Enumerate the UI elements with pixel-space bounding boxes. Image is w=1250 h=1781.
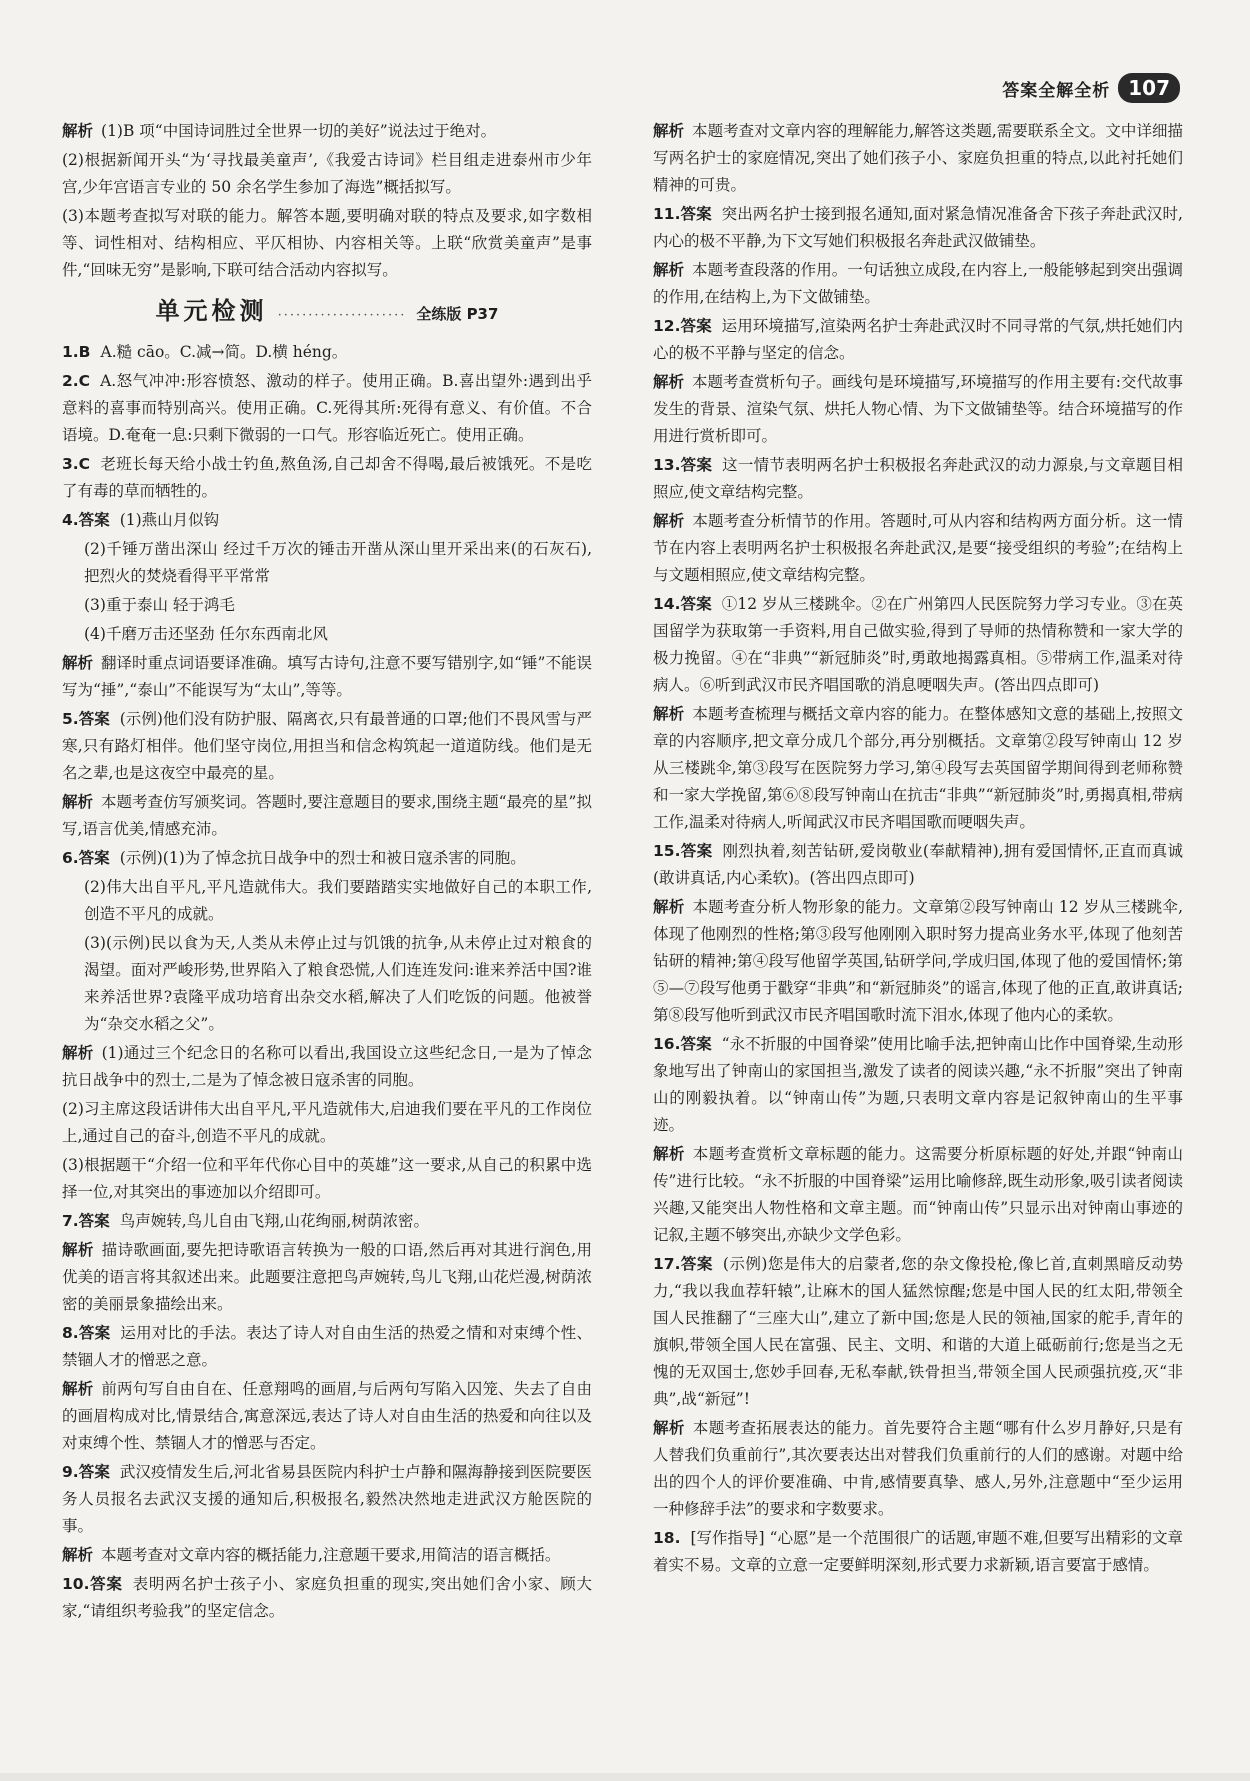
item-answer-text: (1)燕山月似钩 [119, 511, 220, 529]
item-number: 17.答案 [653, 1255, 713, 1273]
item-number: 9.答案 [62, 1463, 110, 1481]
answer-item [62, 1320, 592, 1374]
item-answer-text: (示例)他们没有防护服、隔离衣,只有最普通的口罩;他们不畏风雪与严寒,只有路灯相伴。他们坚守岗位,用担当和信念构筑起一道道防线。他们是无名之辈,也是这夜空中最亮的星。 [62, 710, 592, 782]
analysis-text: 描诗歌画面,要先把诗歌语言转换为一般的口语,然后再对其进行润色,用优美的语言将其叙述出来。此题要注意把鸟声婉转,鸟儿飞翔,山花烂漫,树荫浓密的美丽景象描绘出来。 [62, 1241, 592, 1313]
answer-item [62, 368, 592, 449]
item-number: 1.B [62, 343, 91, 361]
analysis-label: 解析 [62, 1044, 94, 1062]
intro-text: (2)根据新闻开头“为‘寻找最美童声’,《我爱古诗词》栏目组走进泰州市少年宫,少年宫语言专业的 50 余名学生参加了海选”概括拟写。 [62, 151, 592, 196]
answer-item [653, 1251, 1183, 1413]
item-answer-text: 老班长每天给小战士钓鱼,熬鱼汤,自己却舍不得喝,最后被饿死。不是吃了有毒的草而牺牲的。 [62, 455, 592, 500]
item-analysis [62, 1542, 592, 1569]
item-number: 14.答案 [653, 595, 712, 613]
item-analysis [653, 894, 1183, 1029]
answer-item [653, 838, 1183, 892]
item-analysis [653, 701, 1183, 836]
analysis-label: 解析 [653, 1145, 685, 1163]
analysis-label: 解析 [653, 261, 685, 279]
item-number: 11.答案 [653, 205, 712, 223]
answer-item [62, 451, 592, 505]
header-title: 答案全解全析 [1002, 80, 1111, 101]
page-header [1002, 74, 1180, 102]
item-answer-text: 鸟声婉转,鸟儿自由飞翔,山花绚丽,树荫浓密。 [119, 1212, 429, 1230]
analysis-label: 解析 [62, 654, 94, 672]
analysis-label: 解析 [653, 512, 685, 530]
analysis-text: 本题考查仿写颁奖词。答题时,要注意题目的要求,围绕主题“最亮的星”拟写,语言优美,情感充沛。 [62, 793, 592, 838]
item-analysis [62, 1237, 592, 1318]
answer-item [653, 201, 1183, 255]
analysis-label: 解析 [653, 122, 685, 140]
item-answer-text: 表明两名护士孩子小、家庭负担重的现实,突出她们舍小家、顾大家,“请组织考验我”的坚定信念。 [62, 1575, 592, 1620]
analysis-text: 本题考查对文章内容的概括能力,注意题干要求,用简洁的语言概括。 [101, 1546, 561, 1564]
analysis-text: 翻译时重点词语要译准确。填写古诗句,注意不要写错别字,如“锤”不能误写为“捶”,“泰山”不能误写为“太山”,等等。 [62, 654, 592, 699]
item-answer-text: 运用环境描写,渲染两名护士奔赴武汉时不同寻常的气氛,烘托她们内心的极不平静与坚定的信念。 [653, 317, 1183, 362]
right-column [653, 118, 1183, 1581]
analysis-text: 本题考查分析人物形象的能力。文章第②段写钟南山 12 岁从三楼跳伞,体现了他刚烈的性格;第③段写他刚刚入职时努力提高业务水平,体现了他刻苦钻研的精神;第④段写他留学英国,钻研学问,学成归国,体现了他的爱国情怀;第⑤—⑦段写他勇于戳穿“非典”和“新冠肺炎”的谣言,体现了他的正直,敢讲真话;第⑧段写他听到武汉市民齐唱国歌时流下泪水,体现了他内心的柔软。 [653, 898, 1183, 1024]
analysis-text: 本题考查赏析文章标题的能力。这需要分析原标题的好处,并跟“钟南山传”进行比较。“永不折服的中国脊梁”运用比喻修辞,既生动形象,吸引读者阅读兴趣,又能突出人物性格和文章主题。而“钟南山传”只显示出对钟南山事迹的记叙,主题不够突出,亦缺少文学色彩。 [653, 1145, 1183, 1244]
intro-paragraph [62, 147, 592, 201]
analysis-label: 解析 [653, 373, 685, 391]
analysis-label: 解析 [653, 1419, 685, 1437]
item-answer-text: ①12 岁从三楼跳伞。②在广州第四人民医院努力学习专业。③在英国留学为获取第一手资料,用自己做实验,得到了导师的热情称赞和一家大学的极力挽留。④在“非典”“新冠肺炎”时,勇敢地揭露真相。⑤带病工作,温柔对待病人。⑥听到武汉市民齐唱国歌的消息哽咽失声。(答出四点即可) [653, 595, 1183, 694]
section-reference: 全练版 P37 [416, 305, 499, 323]
page-number: 107 [1118, 73, 1180, 103]
item-sub-answer: (4)千磨万击还坚劲 任尔东西南北风 [84, 625, 328, 643]
item-number: 8.答案 [62, 1324, 111, 1342]
item-answer-text: “永不折服的中国脊梁”使用比喻手法,把钟南山比作中国脊梁,生动形象地写出了钟南山的家国担当,激发了读者的阅读兴趣,“永不折服”突出了钟南山的刚毅执着。以“钟南山传”为题,只表明文章内容是记叙钟南山的生平事迹。 [653, 1035, 1183, 1134]
item-number: 16.答案 [653, 1035, 712, 1053]
answer-item [653, 1031, 1183, 1139]
item-number: 12.答案 [653, 317, 712, 335]
analysis-label: 解析 [62, 793, 94, 811]
answer-item [653, 1525, 1183, 1579]
analysis-text: 本题考查拓展表达的能力。首先要符合主题“哪有什么岁月静好,只是有人替我们负重前行”,其次要表达出对替我们负重前行的人们的感谢。对题中给出的四个人的评价要准确、中肯,感情要真挚、感人,另外,注意题中“至少运用一种修辞手法”的要求和字数要求。 [653, 1419, 1183, 1518]
answer-item [653, 313, 1183, 367]
intro-text: (3)本题考查拟写对联的能力。解答本题,要明确对联的特点及要求,如字数相等、词性相对、结构相应、平仄相协、内容相关等。上联“欣赏美童声”是事件,“回味无穷”是影响,下联可结合活动内容拟写。 [62, 207, 592, 279]
item-number: 18. [653, 1529, 681, 1547]
item-number: 6.答案 [62, 849, 110, 867]
answer-item [653, 452, 1183, 506]
section-heading [62, 298, 592, 329]
intro-paragraph [62, 118, 592, 145]
analysis-label: 解析 [62, 1241, 94, 1259]
item-answer-text: [写作指导] “心愿”是一个范围很广的话题,审题不难,但要写出精彩的文章着实不易。文章的立意一定要鲜明深刻,形式要力求新颖,语言要富于感情。 [653, 1529, 1183, 1574]
intro-text: (1)B 项“中国诗词胜过全世界一切的美好”说法过于绝对。 [101, 122, 497, 140]
answer-item [62, 1208, 592, 1235]
item-answer-text: A.怒气冲冲:形容愤怒、激动的样子。使用正确。B.喜出望外:遇到出乎意料的喜事而特别高兴。使用正确。C.死得其所:死得有意义、有价值。不合语境。D.奄奄一息:只剩下微弱的一口气。形容临近死亡。使用正确。 [62, 372, 592, 444]
intro-paragraph [653, 118, 1183, 199]
item-number: 7.答案 [62, 1212, 110, 1230]
item-number: 3.C [62, 455, 91, 473]
item-sub-answer: (3)重于泰山 轻于鸿毛 [84, 596, 235, 614]
item-sub-answer: (2)千锤万凿出深山 经过千万次的锤击开凿从深山里开采出来(的石灰石),把烈火的焚烧看得平平常常 [84, 540, 592, 585]
item-sub-answer: (3)(示例)民以食为天,人类从未停止过与饥饿的抗争,从未停止过对粮食的渴望。面对严峻形势,世界陷入了粮食恐慌,人们连连发问:谁来养活中国?谁来养活世界?袁隆平成功培育出杂交水稻,解决了人们吃饭的问题。他被誉为“杂交水稻之父”。 [84, 934, 592, 1033]
answer-item [62, 845, 592, 872]
item-answer-text: 运用对比的手法。表达了诗人对自由生活的热爱之情和对束缚个性、禁锢人才的憎恶之意。 [62, 1324, 592, 1369]
item-number: 5.答案 [62, 710, 110, 728]
item-number: 2.C [62, 372, 91, 390]
item-answer-text: (示例)您是伟大的启蒙者,您的杂文像投枪,像匕首,直刺黑暗反动势力,“我以我血荐轩辕”,让麻木的国人猛然惊醒;您是中国人民的红太阳,带领全国人民推翻了“三座大山”,建立了新中国;您是人民的领袖,国家的舵手,青年的旗帜,带领全国人民在富强、民主、文明、和谐的大道上砥砺前行;您是当之无愧的无双国士,您妙手回春,无私奉献,铁骨担当,带领全国人民顽强抗疫,灭“非典”,战“新冠”! [653, 1255, 1183, 1408]
answer-item [62, 1459, 592, 1540]
analysis-sub: (2)习主席这段话讲伟大出自平凡,平凡造就伟大,启迪我们要在平凡的工作岗位上,通过自己的奋斗,创造不平凡的成就。 [62, 1100, 592, 1145]
analysis-label: 解析 [653, 898, 685, 916]
item-analysis [62, 1376, 592, 1457]
analysis-text: 前两句写自由自在、任意翔鸣的画眉,与后两句写陷入囚笼、失去了自由的画眉构成对比,情景结合,寓意深远,表达了诗人对自由生活的热爱和向往以及对束缚个性、禁锢人才的憎恶与否定。 [62, 1380, 592, 1452]
item-number: 10.答案 [62, 1575, 123, 1593]
item-answer-text: A.糙 cāo。C.减→简。D.横 héng。 [100, 343, 348, 361]
answer-item [653, 591, 1183, 699]
item-answer-text: 刚烈执着,刻苦钻研,爱岗敬业(奉献精神),拥有爱国情怀,正直而真诚(敢讲真话,内心柔软)。(答出四点即可) [653, 842, 1183, 887]
item-sub-answer: (2)伟大出自平凡,平凡造就伟大。我们要踏踏实实地做好自己的本职工作,创造不平凡的成就。 [84, 878, 592, 923]
answer-item [62, 1571, 592, 1625]
bottom-strip [0, 1773, 1250, 1781]
item-number: 13.答案 [653, 456, 713, 474]
analysis-label: 解析 [653, 705, 685, 723]
answer-item [62, 507, 592, 534]
analysis-sub: (3)根据题干“介绍一位和平年代你心目中的英雄”这一要求,从自己的积累中选择一位,对其突出的事迹加以介绍即可。 [62, 1156, 592, 1201]
analysis-label: 解析 [62, 1380, 94, 1398]
item-analysis [653, 1141, 1183, 1249]
analysis-text: (1)通过三个纪念日的名称可以看出,我国设立这些纪念日,一是为了悼念抗日战争中的烈士,二是为了悼念被日寇杀害的同胞。 [62, 1044, 592, 1089]
item-analysis [62, 1040, 592, 1094]
analysis-text: 本题考查赏析句子。画线句是环境描写,环境描写的作用主要有:交代故事发生的背景、渲染气氛、烘托人物心情、为下文做铺垫等。结合环境描写的作用进行赏析即可。 [653, 373, 1183, 445]
item-analysis [653, 257, 1183, 311]
section-title: 单元检测 [155, 297, 268, 325]
item-answer-text: 武汉疫情发生后,河北省易县医院内科护士卢静和隰海静接到医院要医务人员报名去武汉支援的通知后,积极报名,毅然决然地走进武汉方舱医院的事。 [62, 1463, 592, 1535]
intro-paragraph [62, 203, 592, 284]
item-analysis [653, 1415, 1183, 1523]
analysis-label: 解析 [62, 122, 94, 140]
analysis-text: 本题考查梳理与概括文章内容的能力。在整体感知文意的基础上,按照文章的内容顺序,把文章分成几个部分,再分别概括。文章第②段写钟南山 12 岁从三楼跳伞,第③段写在医院努力学习,第④段写去英国留学期间得到老师称赞和一家大学挽留,第⑥⑧段写钟南山在抗击“非典”“新冠肺炎”时,勇揭真相,带病工作,温柔对待病人,听闻武汉市民齐唱国歌而哽咽失声。 [653, 705, 1183, 831]
analysis-text: 本题考查段落的作用。一句话独立成段,在内容上,一般能够起到突出强调的作用,在结构上,为下文做铺垫。 [653, 261, 1183, 306]
item-number: 15.答案 [653, 842, 713, 860]
analysis-label: 解析 [62, 1546, 94, 1564]
item-analysis [62, 650, 592, 704]
item-analysis [653, 508, 1183, 589]
section-dots: ····················· [277, 308, 407, 323]
answer-item [62, 706, 592, 787]
item-answer-text: (示例)(1)为了悼念抗日战争中的烈士和被日寇杀害的同胞。 [119, 849, 526, 867]
answer-item [62, 339, 592, 366]
item-answer-text: 突出两名护士接到报名通知,面对紧急情况准备舍下孩子奔赴武汉时,内心的极不平静,为下文写她们积极报名奔赴武汉做铺垫。 [653, 205, 1183, 250]
item-analysis [653, 369, 1183, 450]
item-number: 4.答案 [62, 511, 110, 529]
left-column [62, 118, 592, 1627]
item-answer-text: 这一情节表明两名护士积极报名奔赴武汉的动力源泉,与文章题目相照应,使文章结构完整。 [653, 456, 1183, 501]
item-analysis [62, 789, 592, 843]
analysis-text: 本题考查分析情节的作用。答题时,可从内容和结构两方面分析。这一情节在内容上表明两名护士积极报名奔赴武汉,是要“接受组织的考验”;在结构上与文题相照应,使文章结构完整。 [653, 512, 1183, 584]
intro-text: 本题考查对文章内容的理解能力,解答这类题,需要联系全文。文中详细描写两名护士的家庭情况,突出了她们孩子小、家庭负担重的特点,以此衬托她们精神的可贵。 [653, 122, 1183, 194]
